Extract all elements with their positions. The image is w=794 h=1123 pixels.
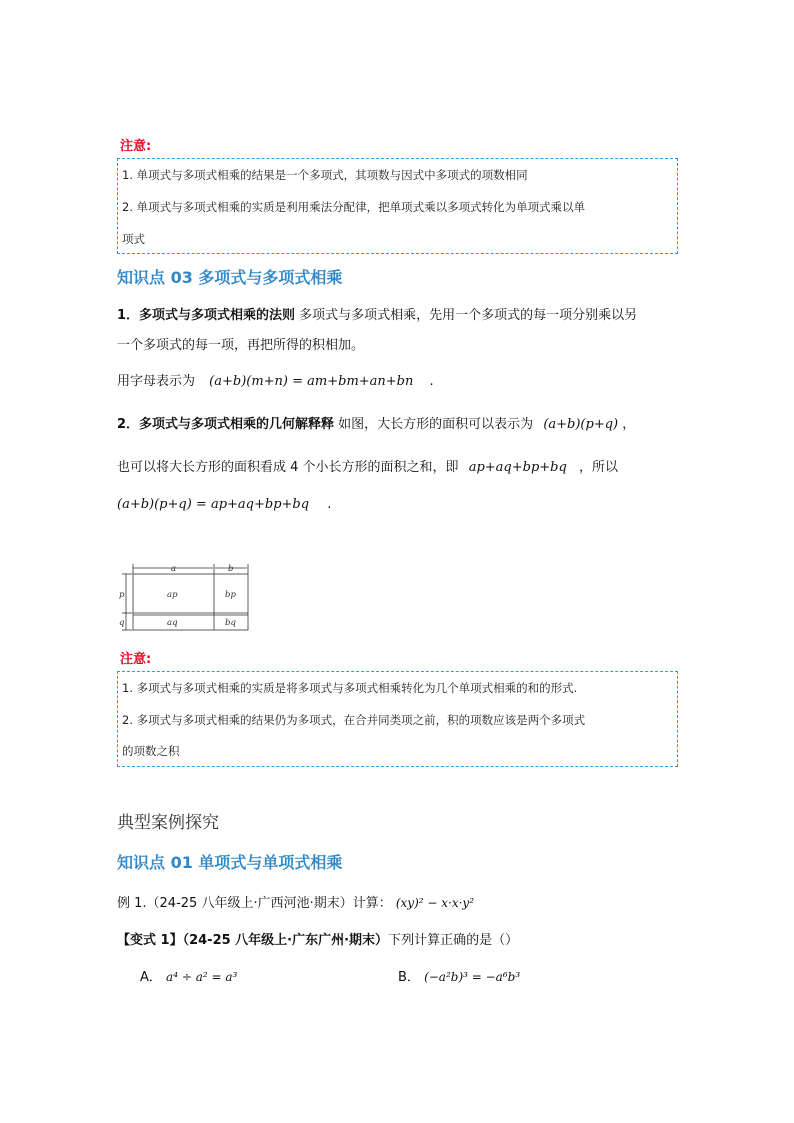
geo-line2-prefix: 也可以将大长方形的面积看成 4 个小长方形的面积之和，即 [117, 460, 459, 475]
letters-prefix: 用字母表示为 [117, 374, 196, 389]
note-line: 1. 多项式与多项式相乘的实质是将多项式与多项式相乘转化为几个单项式相乘的和的形式. [122, 681, 578, 695]
dim-label-q: q [119, 618, 125, 628]
rule-text-continued: 一个多项式的每一项，再把所得的积相加。 [117, 338, 365, 353]
geo-formula-sum: ap+aq+bp+bq [468, 460, 567, 475]
geo-line2-suffix: ，所以 [578, 460, 618, 475]
dim-label-p: p [119, 590, 125, 600]
section-title: 知识点 01 单项式与单项式相乘 [117, 853, 343, 872]
note-label: 注意: [120, 139, 152, 154]
area-label-aq: aq [167, 618, 178, 628]
rectangle-figure [117, 562, 251, 634]
option-a-label: A． [140, 970, 162, 985]
example-formula: (xy)² − x·x·y² [395, 896, 475, 910]
geo-line-2 [117, 456, 618, 475]
section-title: 知识点 03 多项式与多项式相乘 [117, 268, 343, 287]
note-line: 1. 单项式与多项式相乘的结果是一个多项式，其项数与因式中多项式的项数相同 [122, 168, 528, 182]
variant-label: 【变式 1】 [117, 933, 183, 948]
variant-1 [117, 929, 518, 948]
example-1 [117, 892, 474, 911]
geo-line [117, 413, 635, 432]
note-box [117, 158, 678, 254]
note-line: 2. 多项式与多项式相乘的结果仍为多项式，在合并同类项之前，积的项数应该是两个多项式 [122, 713, 586, 727]
option-b [398, 966, 520, 985]
geo-line-3 [117, 497, 331, 512]
letters-suffix: . [429, 374, 434, 389]
option-b-formula: (−a²b)³ = −a⁶b³ [424, 970, 521, 984]
geo-comma: ， [622, 417, 636, 432]
letters-line [117, 370, 434, 389]
note-label: 注意: [120, 652, 152, 667]
note-line: 的项数之积 [122, 744, 180, 758]
geo-formula-area: (a+b)(p+q) [543, 417, 619, 432]
geo-line3-suffix: . [327, 497, 332, 512]
option-a [140, 966, 237, 985]
area-label-bq: bq [225, 618, 236, 628]
dim-label-b: b [228, 564, 234, 574]
rule-paragraph [117, 304, 637, 323]
dim-label-a: a [171, 564, 177, 574]
letters-formula: (a+b)(m+n) = am+bm+an+bn [209, 374, 414, 389]
rule-text: 多项式与多项式相乘，先用一个多项式的每一项分别乘以另 [295, 308, 638, 323]
note-line: 2. 单项式与多项式相乘的实质是利用乘法分配律，把单项式乘以多项式转化为单项式乘以单 [122, 200, 586, 214]
note-line: 项式 [122, 232, 145, 246]
example-prefix: 例 1.（24-25 八年级上·广西河池·期末）计算： [117, 896, 392, 911]
area-label-bp: bp [225, 590, 236, 600]
option-b-label: B． [398, 970, 420, 985]
option-a-formula: a⁴ ÷ a² = a³ [166, 970, 238, 984]
note-box [117, 671, 678, 767]
rule-heading: 1．多项式与多项式相乘的法则 [117, 308, 296, 323]
variant-source: （24-25 八年级上·广东广州·期末） [182, 933, 389, 948]
area-label-ap: ap [167, 590, 178, 600]
variant-question: 下列计算正确的是（） [388, 933, 519, 948]
geo-formula-equation: (a+b)(p+q) = ap+aq+bp+bq [117, 497, 310, 512]
geo-heading: 2．多项式与多项式相乘的几何解释释 [117, 417, 335, 432]
section-heading: 典型案例探究 [117, 813, 219, 833]
geo-text: 如图，大长方形的面积可以表示为 [334, 417, 534, 432]
